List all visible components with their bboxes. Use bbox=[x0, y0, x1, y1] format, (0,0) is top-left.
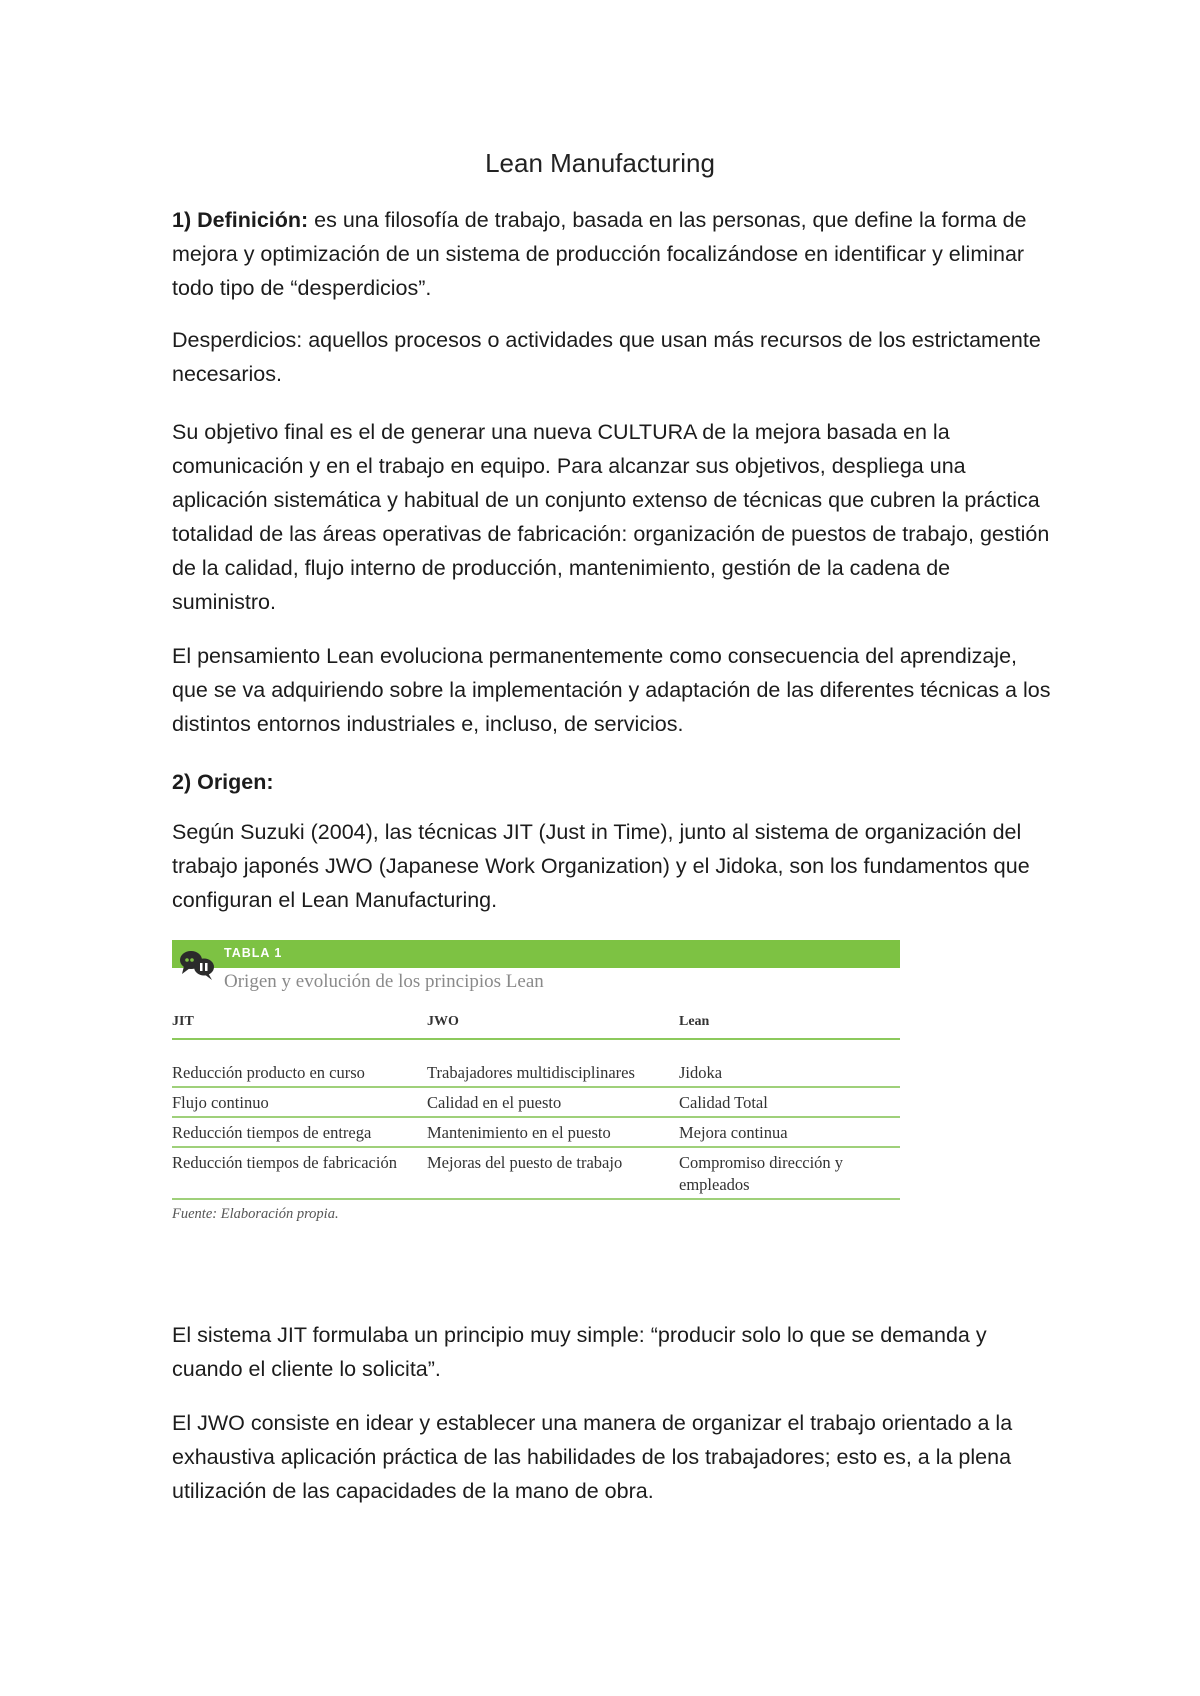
table-row bbox=[172, 1039, 900, 1087]
table-cell: Trabajadores multidisciplinares bbox=[427, 1039, 679, 1087]
table-header-row bbox=[172, 1004, 900, 1039]
table-row bbox=[172, 1087, 900, 1117]
table-caption: Origen y evolución de los principios Lean bbox=[224, 971, 544, 992]
table-cell: Mejoras del puesto de trabajo bbox=[427, 1147, 679, 1199]
origin-paragraph: Según Suzuki (2004), las técnicas JIT (Just in Time), junto al sistema de organización del trabajo japonés JWO (Japanese Work Organization) y el Jidoka, son los fundamentos que configuran el Lean Manufacturing. bbox=[172, 820, 1030, 912]
objective-paragraph: Su objetivo final es el de generar una nueva CULTURA de la mejora basada en la comunicación y en el trabajo en equipo. Para alcanzar sus objetivos, despliega una aplicación sistemática y habitual de un conjunto extenso de técnicas que cubren la práctica totalidad de las áreas operativas de fabricación: organización de puestos de trabajo, gestión de la calidad, flujo interno de producción, mantenimiento, gestión de la cadena de suministro. bbox=[172, 420, 1050, 614]
table-cell: Reducción producto en curso bbox=[172, 1039, 427, 1087]
jwo-paragraph: El JWO consiste en idear y establecer una manera de organizar el trabajo orientado a la exhaustiva aplicación práctica de las habilidades de los trabajadores; esto es, a la plena utilización de las capacidades de la mano de obra. bbox=[172, 1411, 1013, 1503]
evolution-paragraph: El pensamiento Lean evoluciona permanentemente como consecuencia del aprendizaje, que se va adquiriendo sobre la implementación y adaptación de las diferentes técnicas a los distintos entornos industriales e, incluso, de servicios. bbox=[172, 644, 1051, 736]
table-cell: Flujo continuo bbox=[172, 1087, 427, 1117]
table-cell: Calidad en el puesto bbox=[427, 1087, 679, 1117]
definition-paragraph bbox=[172, 203, 1052, 305]
column-header-lean: Lean bbox=[679, 1004, 900, 1039]
table-source-note: Fuente: Elaboración propia. bbox=[172, 1206, 339, 1222]
table-cell: Compromiso dirección y empleados bbox=[679, 1147, 900, 1199]
table-tag: TABLA 1 bbox=[224, 946, 283, 960]
table-cell: Jidoka bbox=[679, 1039, 900, 1087]
definition-text: es una filosofía de trabajo, basada en las personas, que define la forma de mejora y optimización de un sistema de producción focalizándose en identificar y eliminar todo tipo de “desperdicios”. bbox=[172, 208, 1027, 300]
table-cell: Mejora continua bbox=[679, 1117, 900, 1147]
table-cell: Mantenimiento en el puesto bbox=[427, 1117, 679, 1147]
origin-table bbox=[172, 1004, 900, 1200]
table-header-band bbox=[172, 940, 900, 968]
table-cell: Calidad Total bbox=[679, 1087, 900, 1117]
column-header-jit: JIT bbox=[172, 1004, 427, 1039]
origin-table-figure bbox=[172, 940, 900, 1223]
column-header-jwo: JWO bbox=[427, 1004, 679, 1039]
table-row bbox=[172, 1117, 900, 1147]
document-title: Lean Manufacturing bbox=[485, 148, 715, 178]
table-cell: Reducción tiempos de fabricación bbox=[172, 1147, 427, 1199]
table-row bbox=[172, 1147, 900, 1199]
origin-heading: 2) Origen: bbox=[172, 770, 274, 794]
waste-paragraph: Desperdicios: aquellos procesos o actividades que usan más recursos de los estrictamente necesarios. bbox=[172, 328, 1041, 386]
definition-label: 1) Definición: bbox=[172, 208, 309, 232]
speech-bubbles-icon bbox=[178, 947, 216, 983]
table-cell: Reducción tiempos de entrega bbox=[172, 1117, 427, 1147]
jit-paragraph: El sistema JIT formulaba un principio muy simple: “producir solo lo que se demanda y cuando el cliente lo solicita”. bbox=[172, 1323, 987, 1381]
